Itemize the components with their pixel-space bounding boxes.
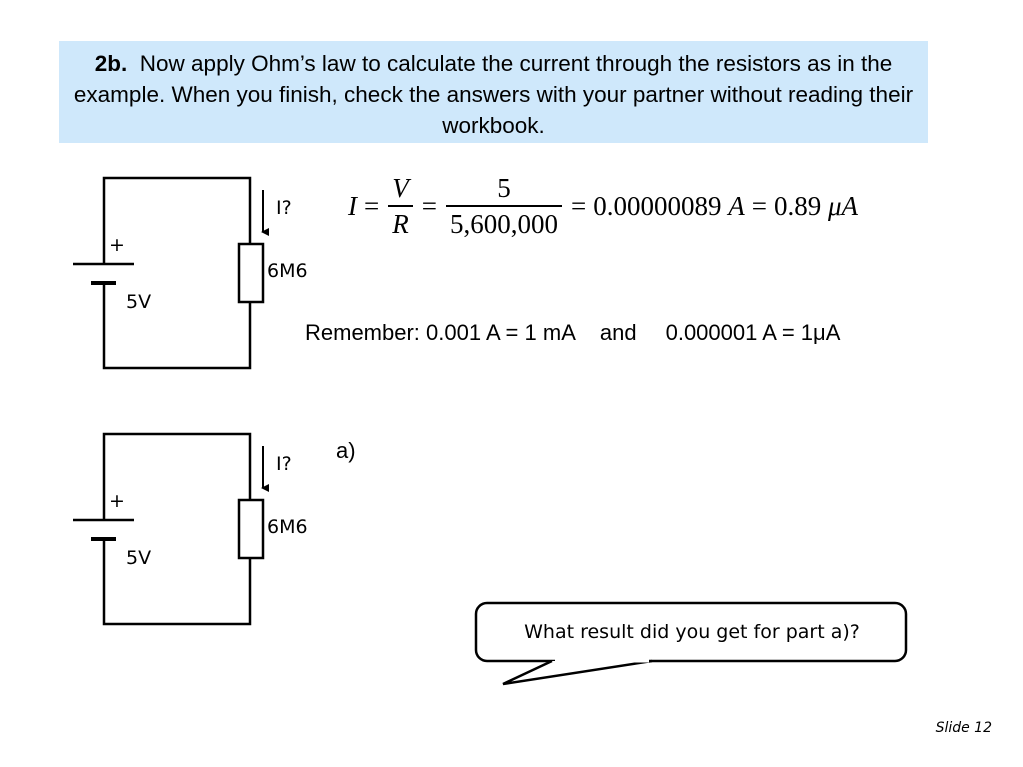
equation-fraction-v-over-r (388, 173, 413, 239)
equation-result-microamps-value: 0.89 (773, 190, 822, 221)
speech-bubble-text: What result did you get for part a)? (524, 621, 860, 643)
equation-result-amps-unit: A (728, 190, 745, 221)
circuit-1-voltage-label: 5V (126, 291, 152, 313)
speech-bubble-tail (503, 661, 652, 684)
circuit-2-voltage-label: 5V (126, 547, 152, 569)
circuit-2-resistor-label: 6M6 (267, 516, 308, 538)
circuit-1-polarity-label: + (109, 234, 125, 256)
circuit-2 (73, 434, 263, 624)
equation-fraction-denominator-r: R (388, 205, 413, 239)
equation-fraction-denominator-resistance: 5,600,000 (446, 205, 562, 239)
ohms-law-equation (348, 168, 858, 244)
slide-number: Slide 12 (935, 720, 992, 736)
instruction-text: Now apply Ohm’s law to calculate the current through the resistors as in the example. When you finish, check the answers with your partner without reading their workbook. (73, 51, 914, 138)
equation-fraction-numerator-v: V (392, 173, 409, 203)
equation-equals-3: = (570, 190, 587, 221)
instruction-label: 2b. (94, 51, 128, 76)
circuit-2-current-label: I? (276, 453, 292, 475)
equation-fraction-numerator-voltage: 5 (497, 173, 511, 203)
circuit-1-resistor (239, 244, 263, 302)
part-a-label: a) (336, 438, 356, 463)
circuit-1-current-label: I? (276, 197, 292, 219)
equation-equals-2: = (421, 190, 437, 221)
equation-result-microamps-unit: μA (827, 190, 858, 221)
circuit-2-polarity-label: + (109, 490, 125, 512)
reminder-conjunction: and (599, 320, 637, 345)
equation-equals-4: = (751, 190, 767, 221)
equation-result-amps-value: 0.00000089 (593, 190, 722, 221)
equation-current-symbol: I (348, 190, 357, 221)
circuit-1-resistor-label: 6M6 (267, 260, 308, 282)
circuit-1 (73, 178, 263, 368)
equation-fraction-values (446, 173, 562, 239)
circuit-1-wire (104, 178, 250, 368)
circuit-2-wire (104, 434, 250, 624)
unit-conversion-reminder (305, 319, 840, 347)
reminder-microamp-conversion: 0.000001 A = 1μA (665, 320, 841, 345)
circuit-2-resistor (239, 500, 263, 558)
equation-equals-1: = (364, 190, 380, 221)
reminder-milliamp-conversion: Remember: 0.001 A = 1 mA (305, 320, 576, 345)
